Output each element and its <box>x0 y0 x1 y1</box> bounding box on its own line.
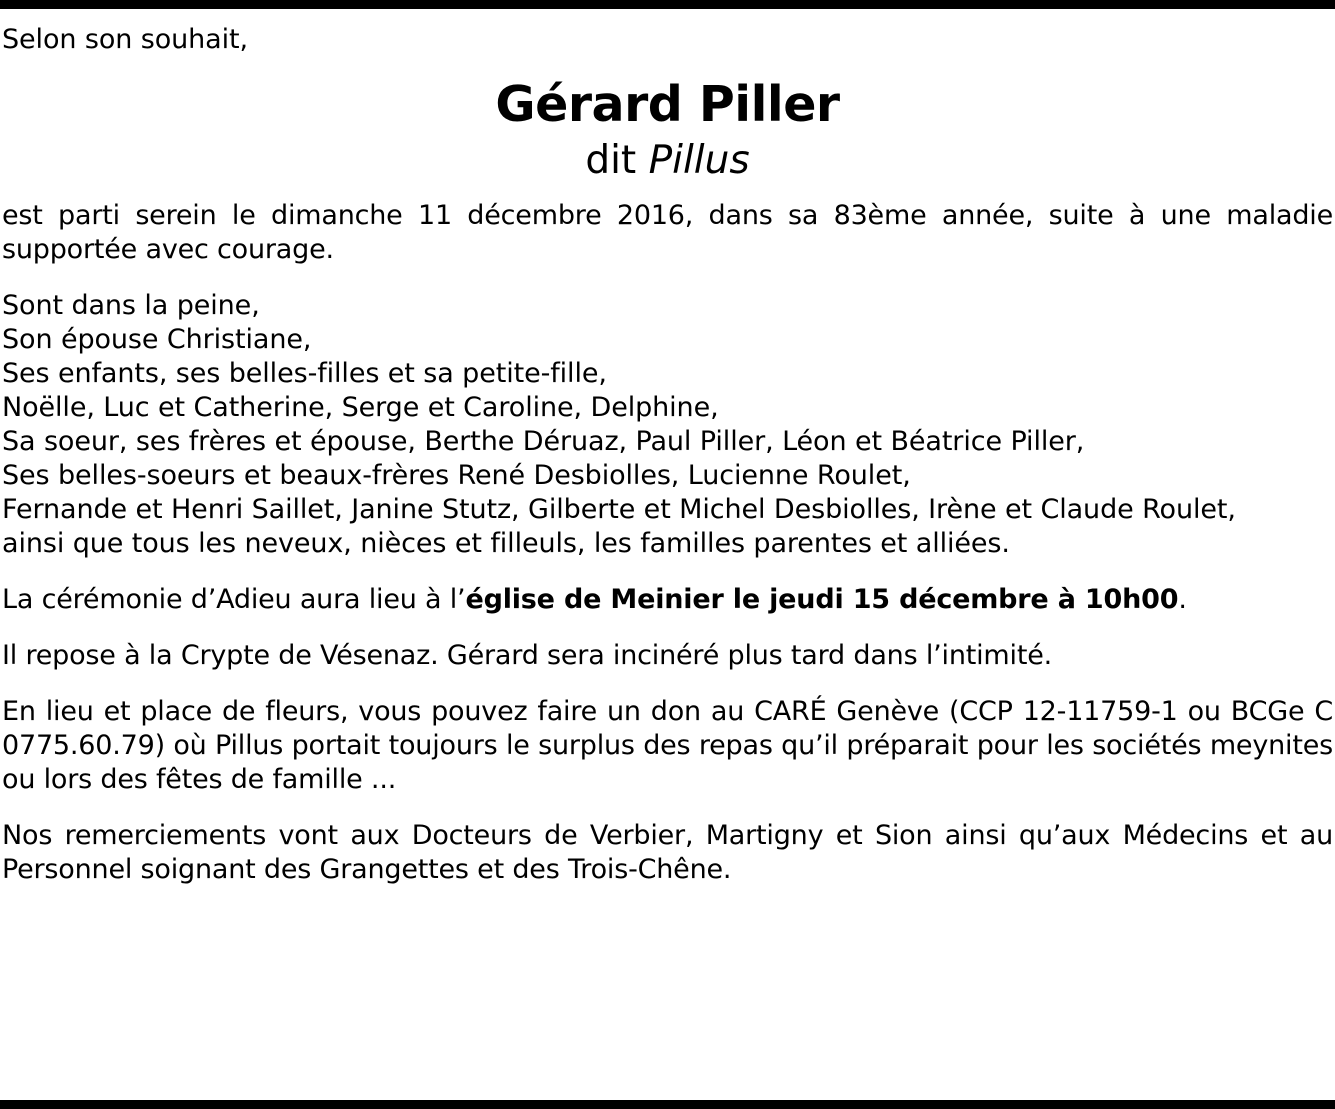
nickname-prefix: dit <box>585 138 649 183</box>
death-paragraph: est parti serein le dimanche 11 décembre 2016, dans sa 83ème année, suite à une maladie supportée avec courage. <box>2 200 1333 265</box>
donation-paragraph: En lieu et place de fleurs, vous pouvez faire un don au CARÉ Genève (CCP 12-11759-1 ou BCGe C 0775.60.79) où Pillus portait toujours le surplus des repas qu’il préparait pour les sociétés meynites ou lors des fêtes de famille ... <box>2 696 1333 795</box>
spacer <box>2 673 1333 695</box>
mourner-line: Ses enfants, ses belles-filles et sa petite-fille, <box>2 358 607 389</box>
mourners-heading: Sont dans la peine, <box>2 290 260 321</box>
ceremony-paragraph <box>2 583 1333 617</box>
mourners-block <box>2 289 1333 561</box>
mourner-line: Noëlle, Luc et Catherine, Serge et Caroline, Delphine, <box>2 392 719 423</box>
intro-line: Selon son souhait, <box>2 24 248 55</box>
thanks-paragraph: Nos remerciements vont aux Docteurs de Verbier, Martigny et Sion ainsi qu’aux Médecins et au Personnel soignant des Grangettes et des Trois-Chêne. <box>2 820 1333 885</box>
spacer <box>2 561 1333 583</box>
deceased-nickname <box>2 137 1333 185</box>
spacer <box>2 617 1333 639</box>
spacer <box>2 267 1333 289</box>
mourner-line: Son épouse Christiane, <box>2 324 312 355</box>
mourner-line: Ses belles-soeurs et beaux-frères René Desbiolles, Lucienne Roulet, <box>2 460 911 491</box>
ceremony-suffix: . <box>1178 584 1187 615</box>
mourner-line: Sa soeur, ses frères et épouse, Berthe Déruaz, Paul Piller, Léon et Béatrice Piller, <box>2 426 1085 457</box>
top-divider <box>0 0 1335 9</box>
mourner-line: ainsi que tous les neveux, nièces et filleuls, les familles parentes et alliées. <box>2 528 1010 559</box>
spacer <box>2 185 1333 199</box>
bottom-divider <box>0 1100 1335 1109</box>
ceremony-details: église de Meinier le jeudi 15 décembre à 10h00 <box>465 584 1179 615</box>
nickname-value: Pillus <box>648 138 750 183</box>
resting-paragraph: Il repose à la Crypte de Vésenaz. Gérard sera incinéré plus tard dans l’intimité. <box>2 640 1052 671</box>
notice-content <box>0 9 1335 1100</box>
ceremony-prefix: La cérémonie d’Adieu aura lieu à l’ <box>2 584 466 615</box>
mourner-line: Fernande et Henri Saillet, Janine Stutz, Gilberte et Michel Desbiolles, Irène et Claude Roulet, <box>2 494 1236 525</box>
spacer <box>2 797 1333 819</box>
deceased-name: Gérard Piller <box>495 76 840 133</box>
